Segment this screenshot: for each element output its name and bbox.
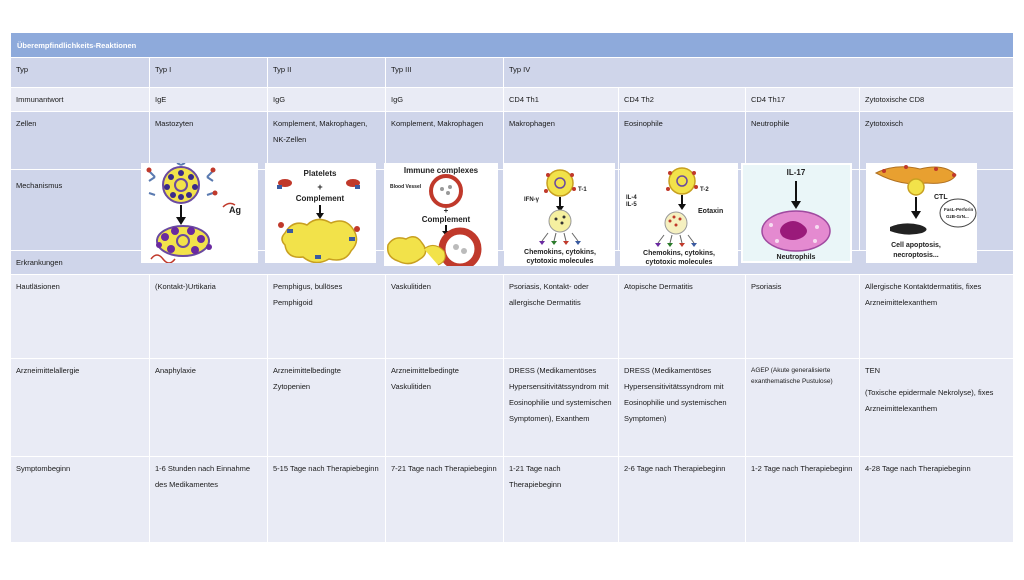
t2-label: T-2 — [700, 187, 709, 193]
immune-complexes-label: Immune complexes — [403, 166, 479, 175]
table-cell: AGEP (Akute generalisierte exanthematische Pustulose) — [745, 359, 859, 456]
chemokins-label: Chemokins, cytokins, — [643, 250, 715, 257]
table-cell: Zytotoxische CD8 — [859, 88, 1013, 111]
table-cell: IgE — [149, 88, 267, 111]
mechanism-image-type4-th2 — [620, 163, 738, 266]
complement-label: Complement — [295, 194, 345, 203]
mechanism-image-type4-cd8 — [866, 163, 977, 263]
il5-label: IL-5 — [626, 202, 637, 208]
mast-cell-figure — [141, 163, 258, 263]
row-label: Symptombeginn — [16, 464, 71, 473]
table-cell: Psoriasis, Kontakt- oder allergische Dermatitis — [503, 275, 618, 358]
il17-label: IL-17 — [786, 168, 806, 177]
table-cell: CD4 Th1 — [503, 88, 618, 111]
row-label: Zellen — [16, 119, 37, 128]
table-cell: 1-6 Stunden nach Einnahme des Medikamentes — [149, 457, 267, 542]
table-cell: 1-21 Tage nach Therapiebeginn — [503, 457, 618, 542]
ten-label: TEN — [865, 366, 880, 375]
molecules-label: cytotoxic molecules — [645, 259, 713, 266]
ctl-label: CTL — [934, 194, 948, 201]
table-cell: (Kontakt-)Urtikaria — [149, 275, 267, 358]
table-cell: Vaskulitiden — [385, 275, 503, 358]
table-cell: Atopische Dermatitis — [618, 275, 745, 358]
row-label: Typ — [16, 65, 29, 74]
table-title: Überempfindlichkeits-Reaktionen — [11, 33, 1013, 57]
hypersensitivity-table — [11, 33, 1013, 542]
table-cell: Arzneimittelbedingte Vaskulitiden — [385, 359, 503, 456]
table-row-arzneimittelallergie — [11, 358, 1013, 456]
table-cell: DRESS (Medikamentöses Hypersensitivitätssyndrom mit Eosinophilie und systemischen Symptomen), Exanthem — [503, 359, 618, 456]
table-cell: Neutrophile — [745, 112, 859, 169]
plus-sign: + — [443, 206, 449, 215]
table-cell: Eosinophile — [618, 112, 745, 169]
apoptosis-label: Cell apoptosis, — [891, 242, 941, 249]
table-cell: CD4 Th2 — [618, 88, 745, 111]
ten-detail: (Toxische epidermale Nekrolyse), fixes Arzneimittelexanthem — [865, 388, 994, 413]
table-row-hautlaesionen — [11, 274, 1013, 358]
platelets-label: Platelets — [303, 169, 337, 178]
header-cell: Typ III — [385, 58, 503, 87]
table-cell: IgG — [267, 88, 385, 111]
table-cell: Allergische Kontaktdermatitis, fixes Arzneimittelexanthem — [859, 275, 1013, 358]
row-label: Mechanismus — [16, 181, 63, 190]
row-label: Hautläsionen — [16, 282, 60, 291]
table-cell: Psoriasis — [745, 275, 859, 358]
mechanism-image-type4-th1 — [504, 163, 615, 266]
th17-neutrophil-figure — [741, 163, 852, 263]
il4-label: IL-4 — [626, 195, 637, 201]
table-cell: Mastozyten — [149, 112, 267, 169]
fas-label: FasL-Perforin — [944, 207, 974, 212]
mechanism-image-type2 — [265, 163, 376, 263]
table-cell: 1-2 Tage nach Therapiebeginn — [745, 457, 859, 542]
table-cell: 5-15 Tage nach Therapiebeginn — [267, 457, 385, 542]
molecules-label: cytotoxic molecules — [526, 258, 594, 265]
table-row-immunantwort — [11, 87, 1013, 111]
table-row-zellen — [11, 111, 1013, 169]
mechanism-image-type1 — [141, 163, 258, 263]
antigen-label: Ag — [229, 205, 241, 215]
cd8-ctl-figure — [866, 163, 977, 263]
header-cell: Typ I — [149, 58, 267, 87]
table-cell: Makrophagen — [503, 112, 618, 169]
table-cell: 2-6 Tage nach Therapiebeginn — [618, 457, 745, 542]
blood-vessel-label: Blood Vessel — [390, 184, 422, 190]
table-cell: CD4 Th17 — [745, 88, 859, 111]
row-label: Arzneimittelallergie — [16, 366, 80, 375]
complement-label: Complement — [421, 215, 471, 224]
mechanism-image-type3 — [384, 163, 498, 266]
table-cell-ten — [859, 359, 1013, 456]
ifn-label: IFN-γ — [524, 197, 539, 203]
table-row-typ — [11, 57, 1013, 87]
th2-eosinophil-figure — [620, 163, 738, 266]
table-cell: IgG — [385, 88, 503, 111]
th1-macrophage-figure — [504, 163, 615, 266]
table-cell: Komplement, Makrophagen — [385, 112, 503, 169]
gzb-label: GzB-GrN... — [946, 214, 969, 219]
table-cell: Anaphylaxie — [149, 359, 267, 456]
neutrophils-label: Neutrophils — [776, 254, 816, 261]
mechanism-image-type4-th17 — [741, 163, 852, 263]
necroptosis-label: necroptosis... — [893, 252, 939, 259]
eotaxin-label: Eotaxin — [698, 208, 724, 215]
table-cell: 4-28 Tage nach Therapiebeginn — [859, 457, 1013, 542]
plus-sign: + — [317, 182, 323, 192]
row-label: Immunantwort — [16, 95, 64, 104]
header-cell: Typ IV — [503, 58, 1013, 87]
table-cell: 7-21 Tage nach Therapiebeginn — [385, 457, 503, 542]
table-cell: Komplement, Makrophagen, NK-Zellen — [267, 112, 385, 169]
table-cell: Arzneimittelbedingte Zytopenien — [267, 359, 385, 456]
immune-complex-figure — [384, 163, 498, 266]
chemokins-label: Chemokins, cytokins, — [524, 249, 596, 256]
section-label: Erkrankungen — [16, 258, 63, 267]
t1-label: T-1 — [578, 187, 587, 193]
header-cell: Typ II — [267, 58, 385, 87]
platelet-complement-figure — [265, 163, 376, 263]
table-row-symptombeginn — [11, 456, 1013, 542]
table-cell: Zytotoxisch — [859, 112, 1013, 169]
table-cell: DRESS (Medikamentöses Hypersensitivitätssyndrom mit Eosinophilie und systemischen Symptomen) — [618, 359, 745, 456]
table-cell: Pemphigus, bullöses Pemphigoid — [267, 275, 385, 358]
